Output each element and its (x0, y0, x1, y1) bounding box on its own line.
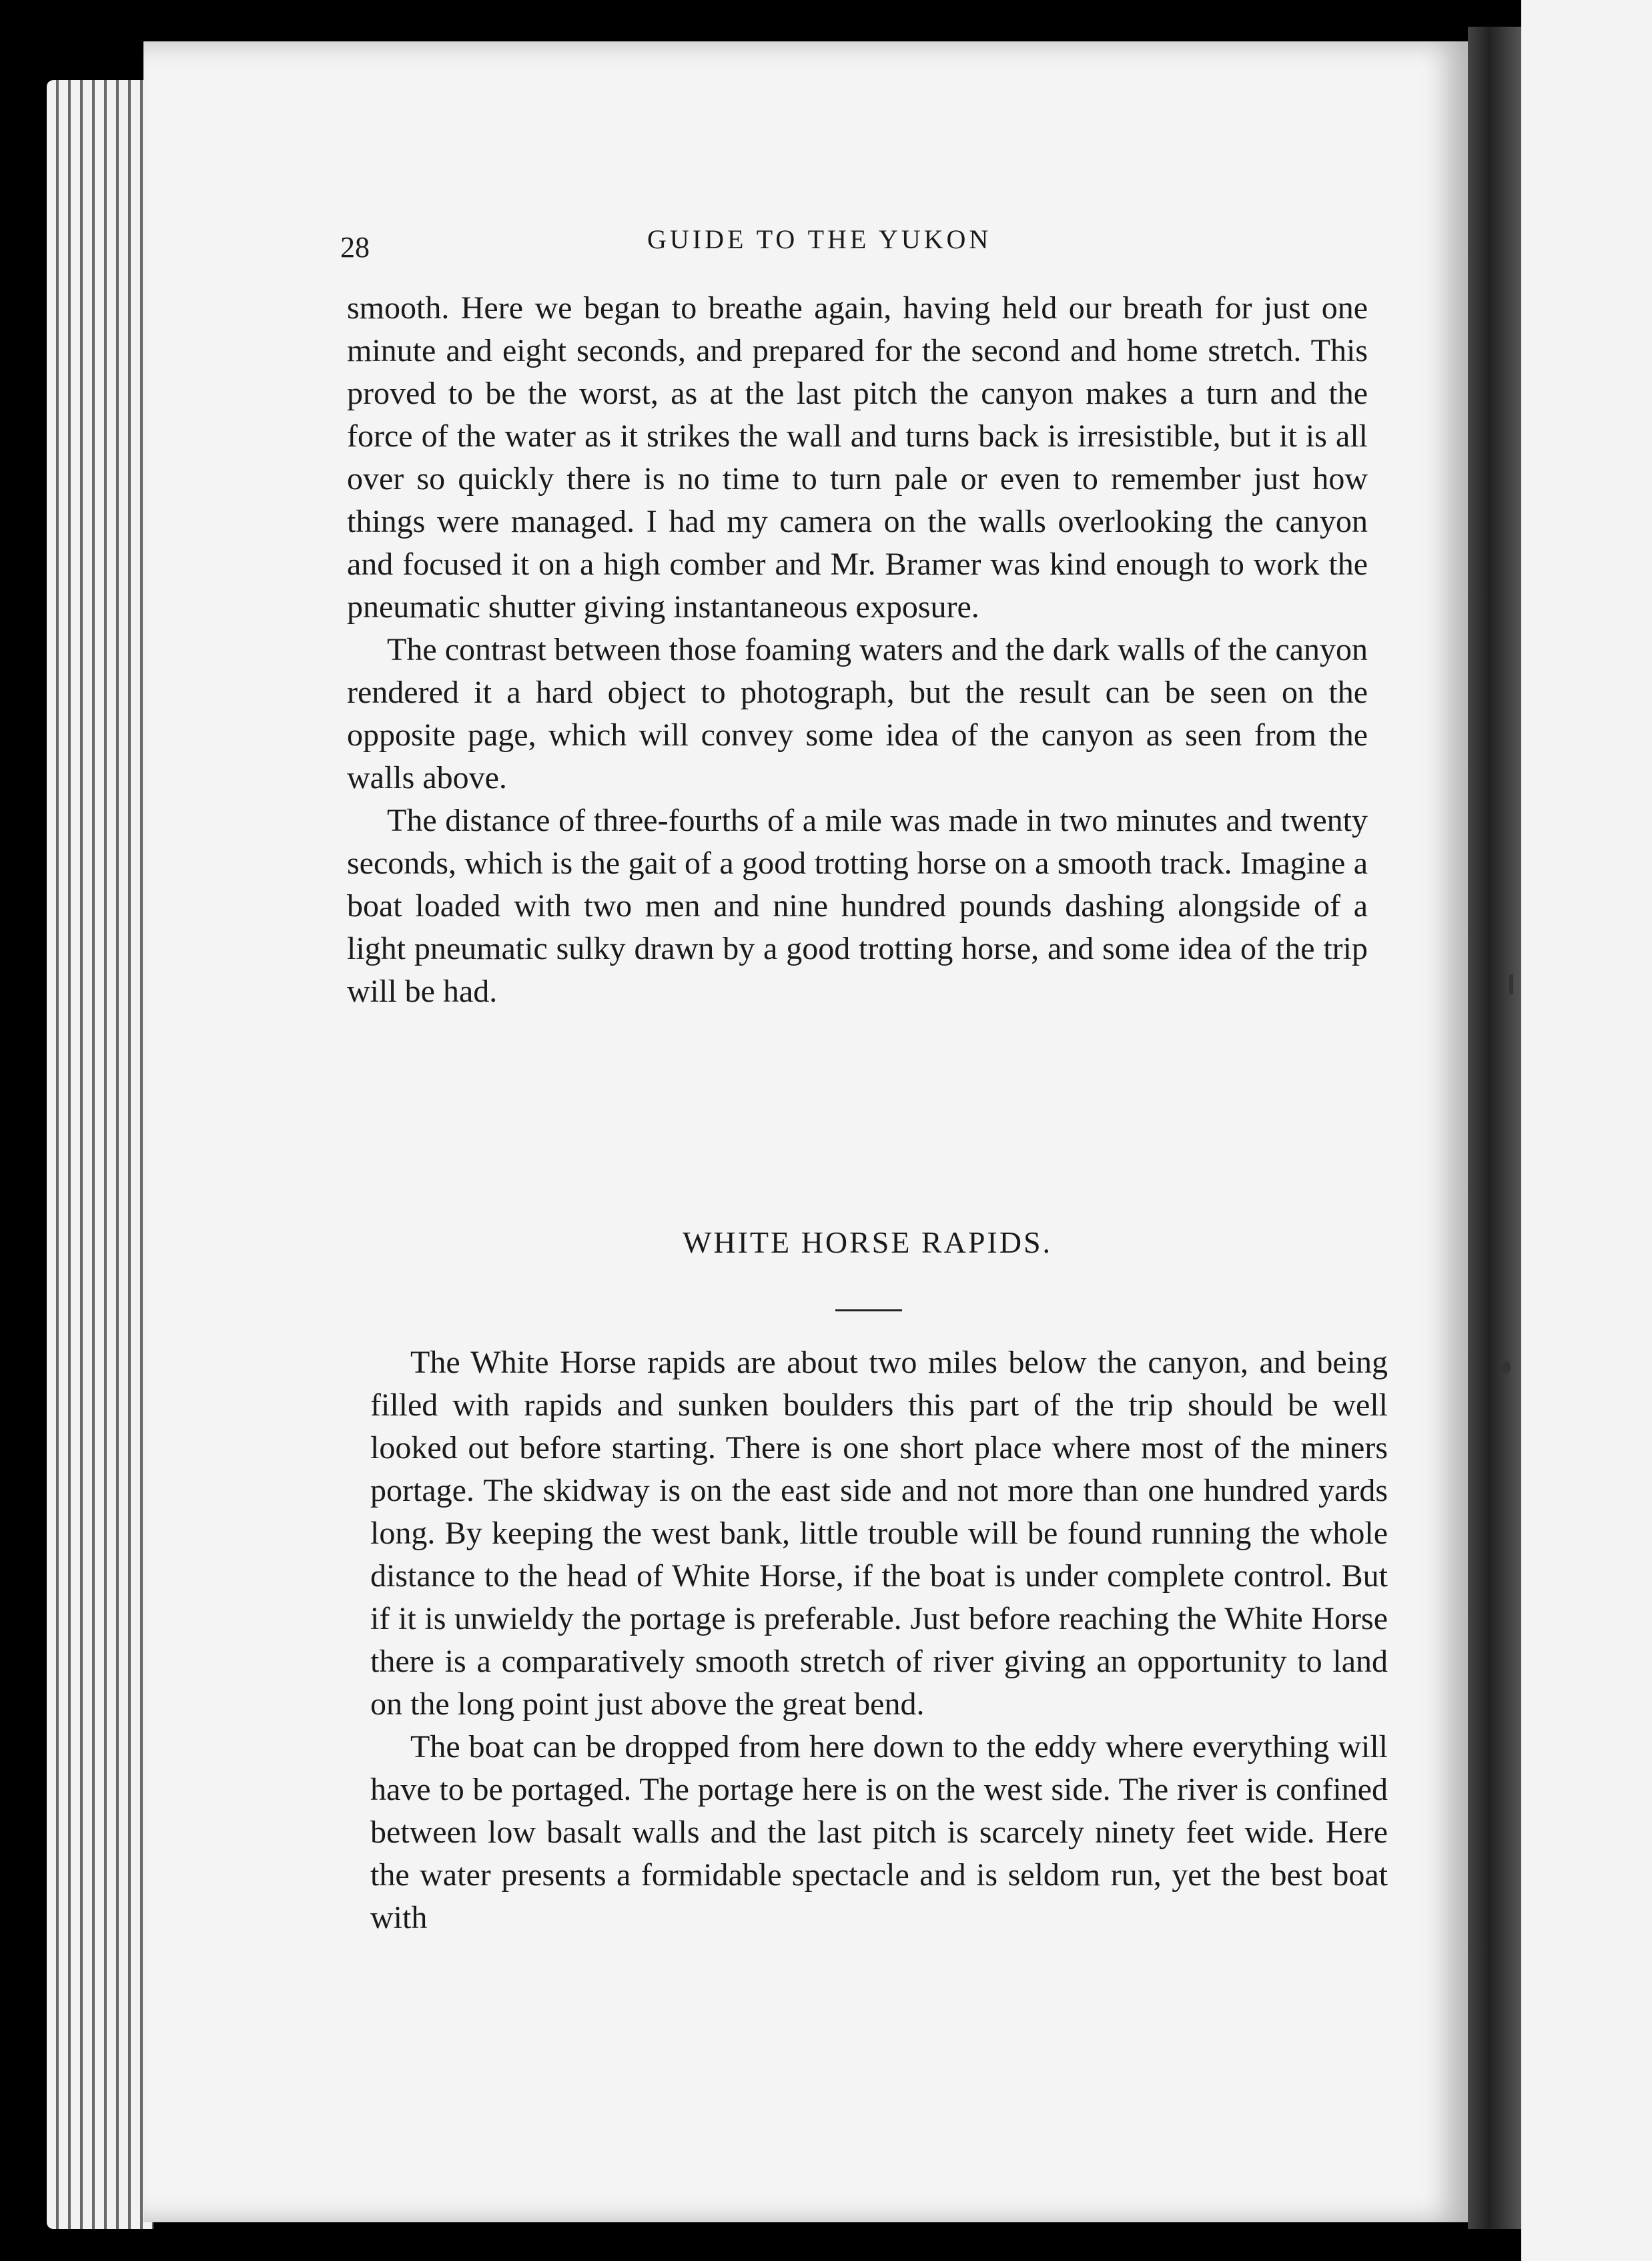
scan-speck (1501, 1361, 1511, 1373)
paragraph: The distance of three-fourths of a mile was made in two minutes and twenty seconds, which is the gait of a good trotting horse on a smooth track. Imagine a boat loaded with two men and nine hundred pounds dashing alongside of a light pneumatic sulky drawn by a good trotting horse, and some idea of the trip will be had. (347, 803, 1368, 1009)
page-number: 28 (340, 231, 370, 264)
book-gutter (1468, 27, 1521, 2229)
book-page-edges (47, 80, 153, 2229)
scan-speck (1509, 974, 1513, 994)
heading-rule (835, 1309, 902, 1311)
body-text-bottom (370, 1341, 1388, 1939)
section-heading: WHITE HORSE RAPIDS. (682, 1225, 1053, 1259)
running-title: GUIDE TO THE YUKON (647, 224, 992, 254)
paragraph: The contrast between those foaming waters and the dark walls of the canyon rendered it a hard object to photograph, but the result can be seen on the opposite page, which will convey some idea of the canyon as seen from the walls above. (347, 632, 1368, 795)
paragraph: The boat can be dropped from here down to the eddy where everything will have to be portaged. The portage here is on the west side. The river is confined between low basalt walls and the last pitch is scarcely ninety feet wide. Here the water presents a formidable spectacle and is seldom run, yet the best boat with (370, 1729, 1388, 1935)
paragraph: The White Horse rapids are about two miles below the canyon, and being filled with rapids and sunken boulders this part of the trip should be well looked out before starting. There is one short place where most of the miners portage. The skidway is on the east side and not more than one hundred yards long. By keeping the west bank, little trouble will be found running the whole distance to the head of White Horse, if the boat is under complete control. But if it is unwieldy the portage is preferable. Just before reaching the White Horse there is a comparatively smooth stretch of river giving an opportunity to land on the long point just above the great bend. (370, 1345, 1388, 1722)
paragraph: smooth. Here we began to breathe again, having held our breath for just one minute and eight seconds, and prepared for the second and home stretch. This proved to be the worst, as at the last pitch the canyon makes a turn and the force of the water as it strikes the wall and turns back is irresistible, but it is all over so quickly there is no time to turn pale or even to remember just how things were managed. I had my camera on the walls overlooking the canyon and focused it on a high comber and Mr. Bramer was kind enough to work the pneumatic shutter giving instantaneous exposure. (347, 290, 1368, 625)
facing-page-edge (1521, 0, 1652, 2261)
body-text-top (347, 287, 1368, 1013)
